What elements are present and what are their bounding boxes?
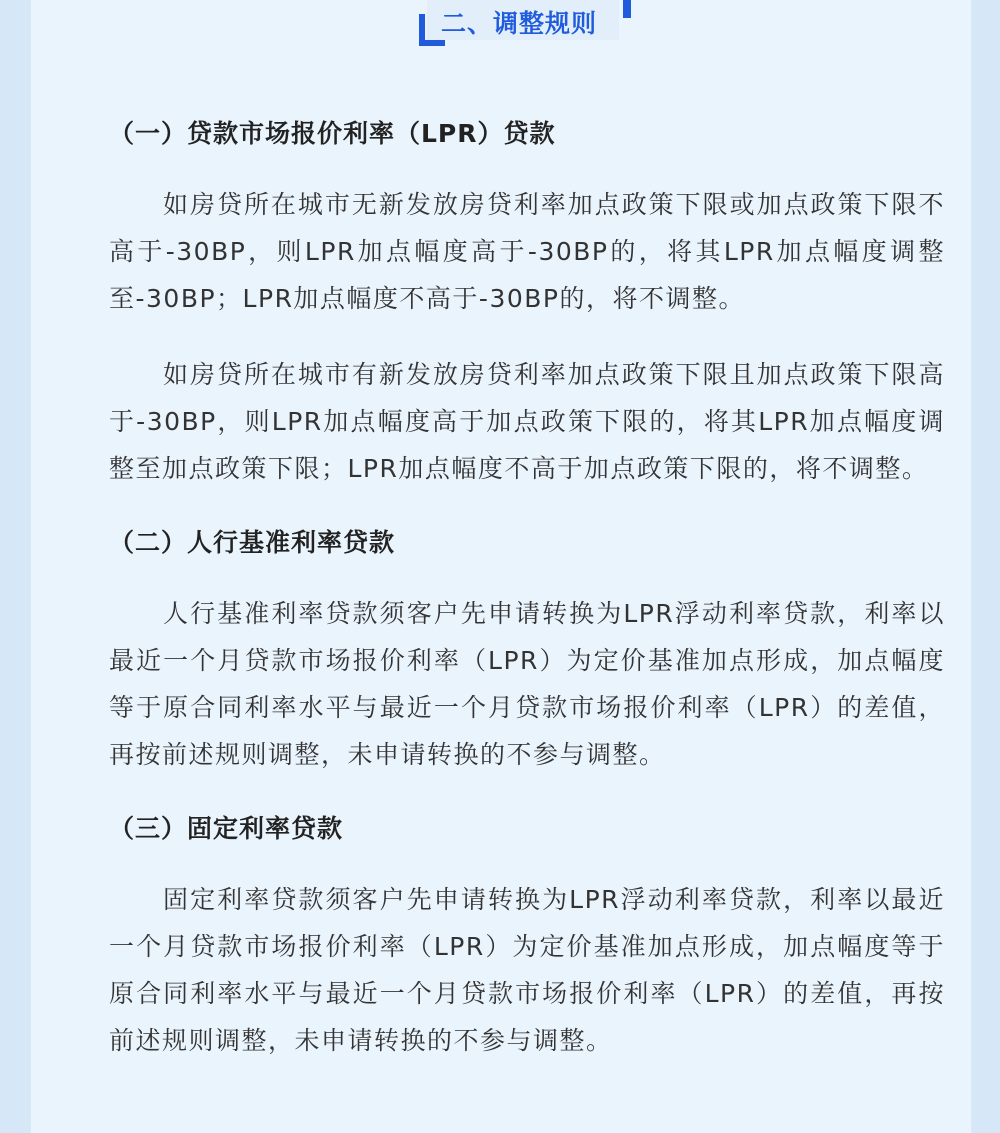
- subheading-lpr: （一）贷款市场报价利率（LPR）贷款: [109, 119, 556, 148]
- section-heading-box: [419, 0, 631, 48]
- corner-mark-icon: [623, 0, 631, 18]
- subheading-benchmark: （二）人行基准利率贷款: [109, 528, 396, 557]
- paragraph: 如房贷所在城市有新发放房贷利率加点政策下限且加点政策下限高于-30BP，则LPR加点幅度高于加点政策下限的，将其LPR加点幅度调整至加点政策下限；LPR加点幅度不高于加点政策下限的，将不调整。: [109, 360, 945, 483]
- paragraph: 如房贷所在城市无新发放房贷利率加点政策下限或加点政策下限不高于-30BP，则LPR加点幅度高于-30BP的，将其LPR加点幅度调整至-30BP；LPR加点幅度不高于-30BP的，将不调整。: [109, 190, 945, 313]
- paragraph: 固定利率贷款须客户先申请转换为LPR浮动利率贷款，利率以最近一个月贷款市场报价利率（LPR）为定价基准加点形成，加点幅度等于原合同利率水平与最近一个月贷款市场报价利率（LPR）的差值，再按前述规则调整，未申请转换的不参与调整。: [109, 885, 945, 1055]
- section-heading: 二、调整规则: [440, 9, 597, 38]
- article-content: [109, 112, 945, 1064]
- subheading-fixed-rate: （三）固定利率贷款: [109, 814, 344, 843]
- paragraph: 人行基准利率贷款须客户先申请转换为LPR浮动利率贷款，利率以最近一个月贷款市场报价利率（LPR）为定价基准加点形成，加点幅度等于原合同利率水平与最近一个月贷款市场报价利率（LPR）的差值，再按前述规则调整，未申请转换的不参与调整。: [109, 599, 945, 769]
- article-frame: [30, 0, 972, 1133]
